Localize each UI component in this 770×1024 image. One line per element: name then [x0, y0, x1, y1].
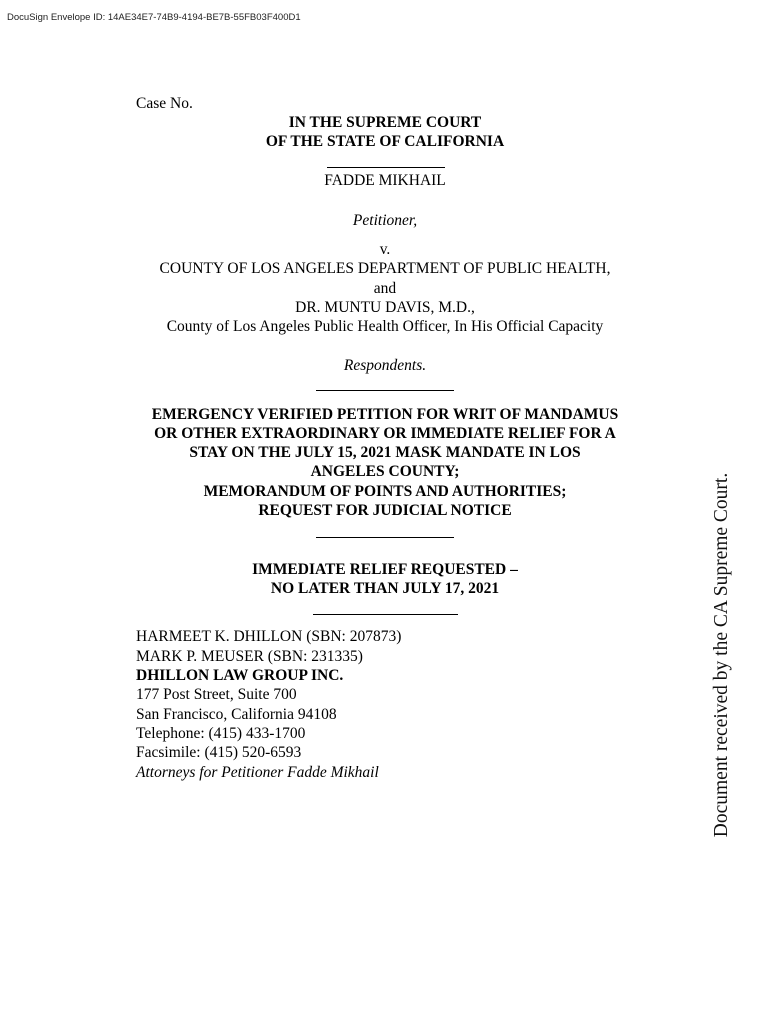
firm-telephone: Telephone: (415) 433-1700	[136, 725, 306, 742]
petition-title-line: MEMORANDUM OF POINTS AND AUTHORITIES;	[203, 483, 567, 500]
petitioner-name: FADDE MIKHAIL	[324, 172, 446, 189]
case-number-label: Case No.	[136, 95, 193, 112]
firm-street-address: 177 Post Street, Suite 700	[136, 686, 297, 703]
respondent-line3: County of Los Angeles Public Health Officer, In His Official Capacity	[166, 318, 604, 335]
respondents-role: Respondents.	[343, 357, 427, 374]
versus-label: v.	[379, 241, 391, 258]
court-name-line2: OF THE STATE OF CALIFORNIA	[265, 133, 505, 150]
attorney-name: MARK P. MEUSER (SBN: 231335)	[136, 648, 363, 665]
separator-rule	[327, 167, 445, 168]
petition-title-line: ANGELES COUNTY;	[310, 463, 460, 480]
respondent-conjunction: and	[373, 280, 397, 297]
petition-title-line: STAY ON THE JULY 15, 2021 MASK MANDATE IN LOS	[189, 444, 581, 461]
court-receipt-stamp: Document received by the CA Supreme Court.	[711, 472, 732, 838]
respondent-line1: COUNTY OF LOS ANGELES DEPARTMENT OF PUBLIC HEALTH,	[159, 260, 611, 277]
separator-rule	[316, 390, 454, 391]
respondent-line2: DR. MUNTU DAVIS, M.D.,	[295, 299, 475, 316]
court-name-line1: IN THE SUPREME COURT	[288, 114, 482, 131]
attorneys-for-line: Attorneys for Petitioner Fadde Mikhail	[136, 764, 379, 781]
law-firm-name: DHILLON LAW GROUP INC.	[136, 667, 344, 684]
separator-rule	[313, 614, 458, 615]
firm-city-address: San Francisco, California 94108	[136, 706, 337, 723]
petition-title-line: EMERGENCY VERIFIED PETITION FOR WRIT OF MANDAMUS	[151, 406, 619, 423]
relief-requested-line1: IMMEDIATE RELIEF REQUESTED –	[252, 561, 518, 578]
petitioner-role: Petitioner,	[352, 212, 418, 229]
petition-title-line: OR OTHER EXTRAORDINARY OR IMMEDIATE RELIEF FOR A	[154, 425, 616, 442]
petition-title-line: REQUEST FOR JUDICIAL NOTICE	[258, 502, 512, 519]
firm-facsimile: Facsimile: (415) 520-6593	[136, 744, 302, 761]
docusign-envelope-id: DocuSign Envelope ID: 14AE34E7-74B9-4194-BE7B-55FB03F400D1	[7, 12, 301, 23]
separator-rule	[316, 537, 454, 538]
attorney-name: HARMEET K. DHILLON (SBN: 207873)	[136, 628, 402, 645]
relief-requested-line2: NO LATER THAN JULY 17, 2021	[270, 580, 500, 597]
